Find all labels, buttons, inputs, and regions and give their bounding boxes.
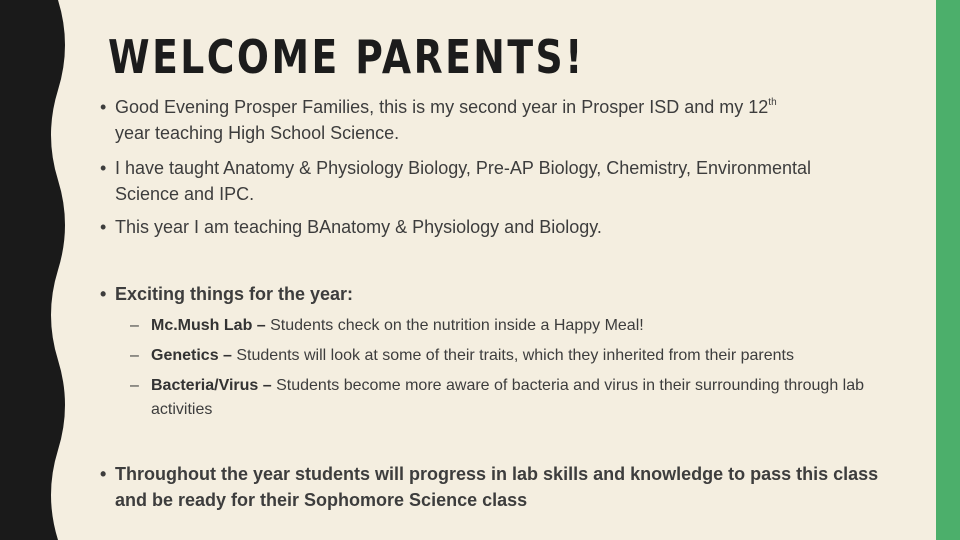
bullet-throughout-year [100,461,890,513]
bullet-courses-taught [100,155,860,207]
sub-item-text: Students become more aware of bacteria and virus in their surrounding through lab activities [151,377,865,418]
bullet-intro [100,94,860,146]
bullet-current-courses-text: This year I am teaching BAnatomy & Physiology and Biology. [115,217,602,237]
bullet-throughout-year-text: Throughout the year students will progress in lab skills and knowledge to pass this class and be ready for their Sophomore Science class [115,464,879,510]
slide-title: WELCOME PARENTS! [108,30,585,84]
left-decorative-band [0,0,80,540]
bullet-exciting-things-text: Exciting things for the year: [115,284,354,304]
bullet-courses-taught-text: I have taught Anatomy & Physiology Biology, Pre-AP Biology, Chemistry, Environmental Science and IPC. [115,158,812,204]
sub-item-mcmush-lab [130,314,890,338]
bullet-dot: • [100,97,107,117]
sub-item-dash: – [130,317,139,334]
bullet-intro-continuation: year teaching High School Science. [115,123,400,143]
sub-item-dash: – [130,377,139,394]
bullet-dot: • [100,217,107,237]
bullet-dot: • [100,284,107,304]
sub-item-label: Genetics – [151,347,232,364]
sub-item-label: Bacteria/Virus – [151,377,272,394]
sub-item-dash: – [130,347,139,364]
bullet-dot: • [100,158,107,178]
sub-item-genetics [130,344,890,368]
bullet-dot: • [100,464,107,484]
bullet-intro-text: Good Evening Prosper Families, this is my second year in Prosper ISD and my 12 [115,97,769,117]
bullet-exciting-things [100,281,860,307]
right-accent-band [936,0,960,540]
sub-item-bacteria-virus [130,374,870,422]
sub-item-text: Students will look at some of their traits, which they inherited from their parents [231,347,794,364]
sub-item-label: Mc.Mush Lab – [151,317,266,334]
ordinal-superscript: th [768,97,777,108]
bullet-current-courses [100,214,860,240]
sub-item-text: Students check on the nutrition inside a Happy Meal! [265,317,644,334]
